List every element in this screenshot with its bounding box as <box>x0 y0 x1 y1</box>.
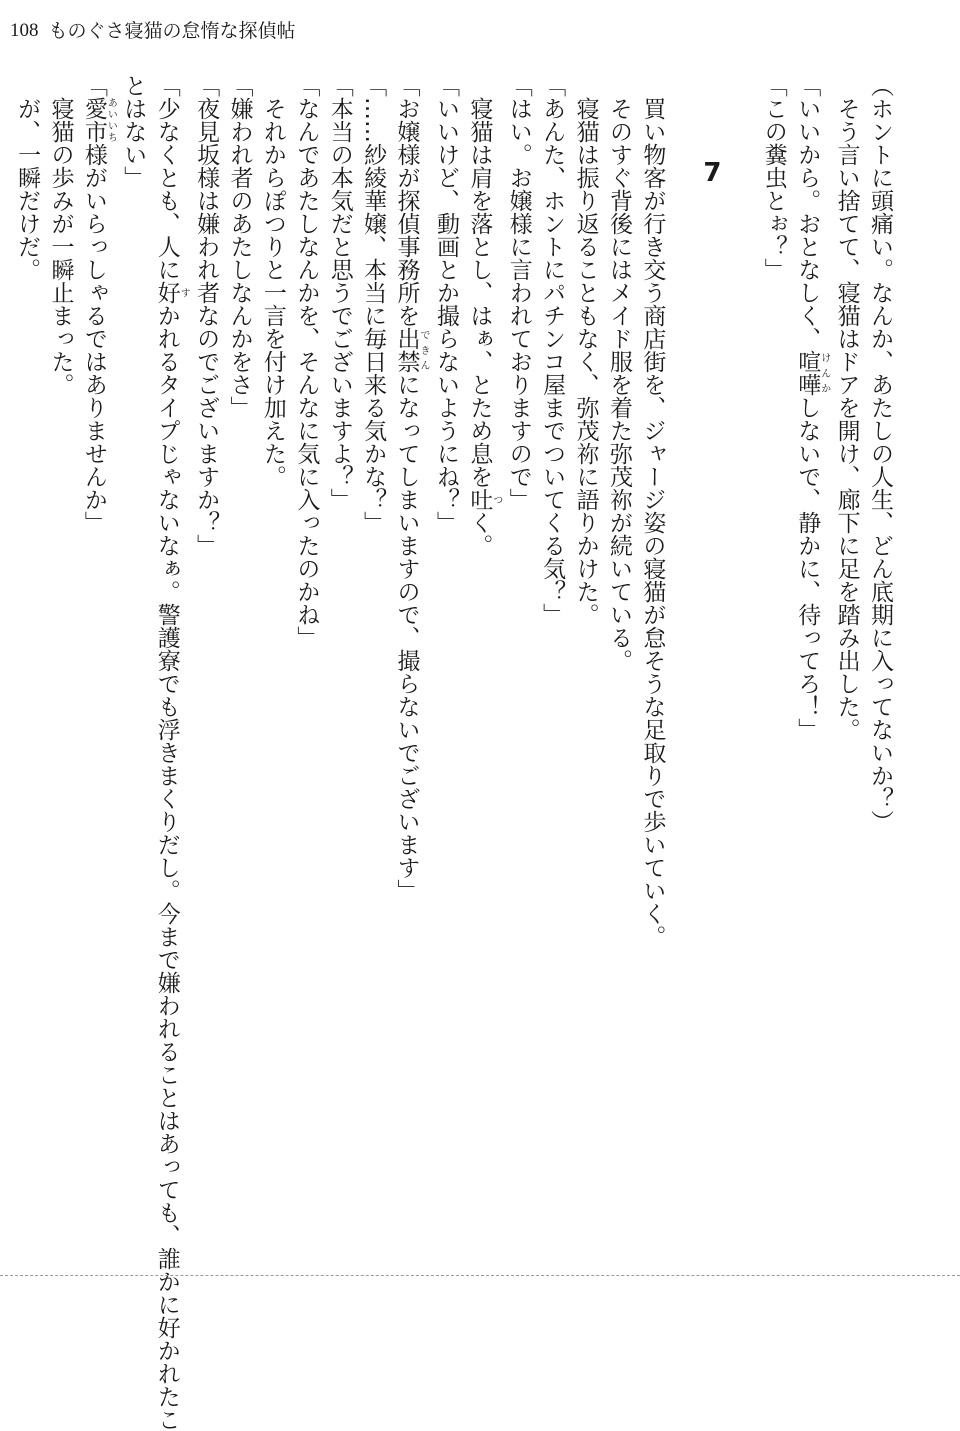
chapter-heading <box>668 74 756 1354</box>
text-line: 「いいけど、動画とか撮らないようにね？」 <box>432 74 459 534</box>
ruby-kenka <box>794 350 830 396</box>
ruby-reading: す <box>178 281 190 304</box>
ruby-base: 吐 <box>466 488 493 511</box>
text-line: 「嫌われ者のあたしなんかをさ」 <box>226 74 253 419</box>
text-line <box>149 74 190 1431</box>
page-number: 108 <box>10 20 39 41</box>
text-fragment: 様がいらっしゃるではありませんか」 <box>80 143 107 534</box>
text-line <box>462 74 501 1270</box>
running-head <box>10 18 296 44</box>
ruby-reading: つ <box>490 488 502 511</box>
ruby-reading: できん <box>418 327 430 373</box>
text-fragment: 寝猫は肩を落とし、はぁ、とため息を <box>466 97 493 488</box>
text-line: 「はい。お嬢様に言われておりますので」 <box>505 74 532 511</box>
text-line: 「あんた、ホントにパチンコ屋までついてくる気？」 <box>539 74 566 626</box>
text-fragment: 「少なくとも、人に <box>153 74 180 281</box>
text-line: 「本当の本気だと思うでございますよ？」 <box>326 74 353 511</box>
text-line: とはない」 <box>120 74 147 189</box>
ruby-base: 喧嘩 <box>794 350 821 396</box>
text-line: 寝猫の歩みが一瞬止まった。 <box>47 97 74 396</box>
ruby-reading: あいいち <box>105 97 117 143</box>
text-fragment: しないで、静かに、待ってろ！」 <box>794 396 821 741</box>
ruby-dekin <box>393 327 430 373</box>
text-fragment: く。 <box>466 511 493 557</box>
text-line: それからぽつりと一言を付け加えた。 <box>259 97 286 488</box>
ruby-base: 出禁 <box>393 327 420 373</box>
text-line: 買い物客が行き交う商店街を、ジャージ姿の寝猫が怠そうな足取りで歩いていく。 <box>639 97 666 948</box>
text-line: 「この糞虫とぉ？」 <box>760 74 787 281</box>
text-line: そのすぐ背後にはメイド服を着た弥茂祢が続いている。 <box>605 97 632 672</box>
ruby-tsu <box>466 488 502 511</box>
text-line: が、一瞬だけだ。 <box>14 97 41 281</box>
vertical-text-block <box>14 74 896 1431</box>
text-line: （ホントに頭痛い。なんか、あたしの人生、どん底期に入ってないか？） <box>867 74 893 833</box>
text-line: 「……紗綾華嬢、本当に毎日来る気かな？」 <box>360 74 387 534</box>
text-line <box>790 74 829 1270</box>
bottom-dashed-rule <box>0 1275 960 1276</box>
text-fragment: になってしまいますので、撮らないでございます」 <box>393 373 420 902</box>
chapter-number: 7 <box>697 158 728 188</box>
text-line: 「愛市あいいち様がいらっしゃるではありませんか」 <box>80 74 117 534</box>
ruby-reading: けんか <box>818 350 830 396</box>
text-line: そう言い捨てて、寝猫はドアを開け、廊下に足を踏み出した。 <box>833 97 860 741</box>
text-line: 寝猫は振り返ることもなく、弥茂祢に語りかけた。 <box>572 97 599 626</box>
text-fragment: 「いいから。おとなしく、 <box>794 74 821 350</box>
text-line: 「なんであたしなんかを、そんなに気に入ったのかね」 <box>293 74 320 649</box>
ruby-base: 好 <box>153 281 180 304</box>
ruby-base: 愛市 <box>80 97 107 143</box>
text-fragment: 「お嬢様が探偵事務所を <box>393 74 420 327</box>
ruby-aiichi <box>80 97 117 143</box>
text-fragment: かれるタイプじゃないなぁ。警護寮でも浮きまくりだし。今まで嫌われることはあっても、誰かに好かれたこ <box>153 304 180 1431</box>
text-line <box>389 74 428 1270</box>
text-line: 「夜見坂様は嫌われ者なのでございますか？」 <box>193 74 220 557</box>
ruby-su <box>153 281 190 304</box>
book-title: ものぐさ寝猫の怠惰な探偵帖 <box>48 20 296 42</box>
